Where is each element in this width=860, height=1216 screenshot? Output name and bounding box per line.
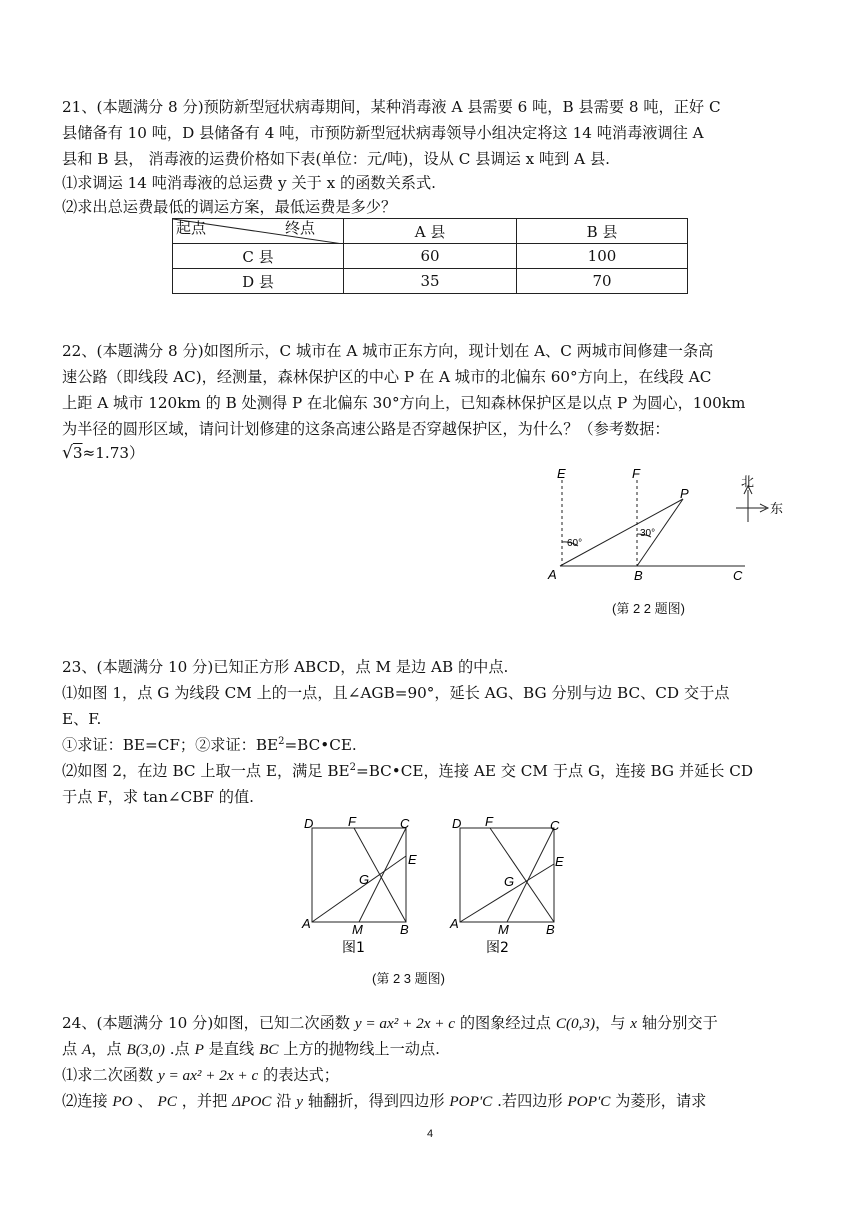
q24-text: ⑵连接 — [62, 1092, 113, 1110]
q24-text: 的表达式； — [258, 1066, 339, 1084]
q24-text: 点 — [62, 1040, 83, 1058]
q21-line-2: 县储备有 10 吨，D 县储备有 4 吨，市预防新型冠状病毒领导小组决定将这 14 吨消毒液调往 A — [62, 124, 704, 142]
q24-line-2 — [62, 1036, 802, 1063]
fig2-label-c: C — [550, 818, 560, 833]
header-col-a: A 县 — [344, 219, 517, 244]
q24-segment-po: PO — [112, 1093, 133, 1110]
q23-line-1: 23、(本题满分 10 分)已知正方形 ABCD，点 M 是边 AB 的中点. — [62, 658, 509, 676]
q24-text: .点 — [164, 1040, 195, 1058]
row-name: D 县 — [173, 269, 344, 294]
q23-figures — [296, 812, 576, 958]
header-to: 终点 — [285, 219, 316, 237]
q23-caption: (第 2 3 题图) — [372, 971, 445, 986]
q24-triangle: ΔPOC — [232, 1093, 272, 1110]
q24-text: 沿 — [271, 1092, 297, 1110]
q24-text: ，点 — [91, 1040, 127, 1058]
table-header-row — [173, 219, 688, 244]
fig2-label-g: G — [504, 874, 515, 889]
q24-quadrilateral: POP'C — [449, 1093, 493, 1110]
label-e: E — [557, 466, 566, 481]
q24-point-c: C(0,3) — [555, 1015, 596, 1032]
fig1-label-b: B — [400, 922, 409, 937]
header-from: 起点 — [176, 219, 207, 237]
q24-point-p: P — [194, 1041, 204, 1058]
label-c: C — [733, 568, 743, 583]
header-col-b: B 县 — [517, 219, 688, 244]
line-bf-2 — [490, 828, 554, 922]
q21-line-3: 县和 B 县， 消毒液的运费价格如下表(单位：元/吨)，设从 C 县调运 x 吨到 A 县. — [62, 150, 610, 168]
q23-line-6: 于点 F，求 tan∠CBF 的值. — [62, 788, 254, 806]
q24-quadrilateral: POP'C — [567, 1093, 611, 1110]
q24-line-1 — [62, 1010, 802, 1037]
q22-line-1: 22、(本题满分 8 分)如图所示，C 城市在 A 城市正东方向，现计划在 A、C 两城市间修建一条高 — [62, 342, 714, 360]
q24-text: 上方的抛物线上一动点. — [278, 1040, 441, 1058]
q24-text: .若四边形 — [492, 1092, 568, 1110]
q24-var-y: y — [296, 1093, 304, 1110]
fig2-label-b: B — [546, 922, 555, 937]
q21-sub-1: ⑴求调运 14 吨消毒液的总运费 y 关于 x 的函数关系式. — [62, 174, 437, 192]
q23-line-3: E、F. — [62, 710, 102, 728]
q24-formula: y = ax² + 2x + c — [354, 1015, 456, 1032]
q23-line-5-text-end: =BC•CE，连接 AE 交 CM 于点 G，连接 BG 并延长 CD — [356, 762, 754, 780]
q24-text: ，与 — [595, 1014, 631, 1032]
fig2-title: 图2 — [486, 940, 509, 956]
fig1-label-g: G — [359, 872, 370, 887]
fig2-label-m: M — [498, 922, 509, 937]
q24-segment-pc: PC — [157, 1093, 177, 1110]
label-east: 东 — [770, 502, 784, 517]
q24-formula: y = ax² + 2x + c — [157, 1067, 259, 1084]
fig2-label-e: E — [555, 854, 564, 869]
label-f: F — [632, 466, 640, 481]
q22-caption: (第 2 2 题图) — [612, 601, 685, 616]
fig1-label-a: A — [302, 916, 311, 931]
q22-line-2: 速公路（即线段 AC)，经测量，森林保护区的中心 P 在 A 城市的北偏东 60°方向上，在线段 AC — [62, 368, 712, 386]
fig1-label-e: E — [408, 852, 417, 867]
superscript: 2 — [278, 735, 285, 747]
q22-line-4: 为半径的圆形区域，请问计划修建的这条高速公路是否穿越保护区，为什么？（参考数据： — [62, 420, 670, 438]
line-ae — [312, 856, 406, 922]
q23-line-5-text: ⑵如图 2，在边 BC 上取一点 E，满足 BE — [62, 762, 350, 780]
q24-line-3 — [62, 1062, 802, 1089]
q22-line-3: 上距 A 城市 120km 的 B 处测得 P 在北偏东 30°方向上，已知森林保护区是以点 P 为圆心，100km — [62, 394, 746, 412]
q21-sub-2: ⑵求出总运费最低的调运方案，最低运费是多少？ — [62, 198, 397, 216]
sqrt-sign: √ — [62, 443, 73, 463]
q21-line-1: 21、(本题满分 8 分)预防新型冠状病毒期间，某种消毒液 A 县需要 6 吨，B 县需要 8 吨，正好 C — [62, 98, 721, 116]
fig1-label-d: D — [304, 816, 314, 831]
fig1-label-f: F — [348, 814, 356, 829]
fig1-title: 图1 — [342, 940, 365, 956]
fig1-label-m: M — [352, 922, 363, 937]
q23-line-4 — [62, 732, 802, 758]
freight-table — [172, 218, 688, 294]
q24-point-b: B(3,0) — [126, 1041, 165, 1058]
q24-line-bc: BC — [259, 1041, 279, 1058]
fig2-label-d: D — [452, 816, 462, 831]
label-p: P — [680, 486, 689, 501]
q24-text: ⑴求二次函数 — [62, 1066, 158, 1084]
q23-line-2: ⑴如图 1，点 G 为线段 CM 上的一点，且∠AGB=90°，延长 AG、BG 分别与边 BC、CD 交于点 — [62, 684, 730, 702]
fig2-label-f: F — [485, 814, 493, 829]
label-angle-30: 30° — [640, 528, 656, 539]
q24-var-x: x — [630, 1015, 638, 1032]
q24-text: 24、(本题满分 10 分)如图，已知二次函数 — [62, 1014, 355, 1032]
q24-line-4 — [62, 1088, 802, 1115]
q24-point-a: A — [82, 1041, 92, 1058]
label-a: A — [548, 567, 557, 582]
fig2-label-a: A — [450, 916, 459, 931]
q23-line-4-text: ①求证：BE=CF；②求证：BE — [62, 736, 279, 754]
q24-text: 是直线 — [203, 1040, 260, 1058]
sqrt-radicand: 3 — [72, 444, 83, 462]
table-diagonal-header-cell — [173, 219, 344, 244]
q24-text: 轴翻折，得到四边形 — [303, 1092, 450, 1110]
q23-line-4-text-end: =BC•CE. — [284, 736, 357, 754]
approx-value: ≈1.73） — [82, 444, 145, 462]
label-angle-60: 60° — [567, 538, 583, 549]
table-row — [173, 269, 688, 294]
q24-text: ，并把 — [176, 1092, 233, 1110]
fig1-label-c: C — [400, 816, 410, 831]
superscript: 2 — [349, 761, 357, 773]
q24-text: 、 — [132, 1092, 158, 1110]
q24-text: 为菱形，请求 — [610, 1092, 707, 1110]
row-cost-b: 70 — [517, 269, 688, 294]
label-north: 北 — [741, 475, 755, 490]
label-b: B — [634, 568, 643, 583]
line-ap — [560, 499, 683, 566]
page-number: 4 — [426, 1128, 434, 1140]
q22-figure — [540, 462, 800, 592]
row-cost-b: 100 — [517, 244, 688, 269]
q24-text: 轴分别交于 — [637, 1014, 718, 1032]
row-cost-a: 35 — [344, 269, 517, 294]
line-ae-2 — [460, 864, 554, 922]
q23-line-5 — [62, 758, 802, 784]
row-cost-a: 60 — [344, 244, 517, 269]
q24-text: 的图象经过点 — [455, 1014, 556, 1032]
table-row — [173, 244, 688, 269]
row-name: C 县 — [173, 244, 344, 269]
